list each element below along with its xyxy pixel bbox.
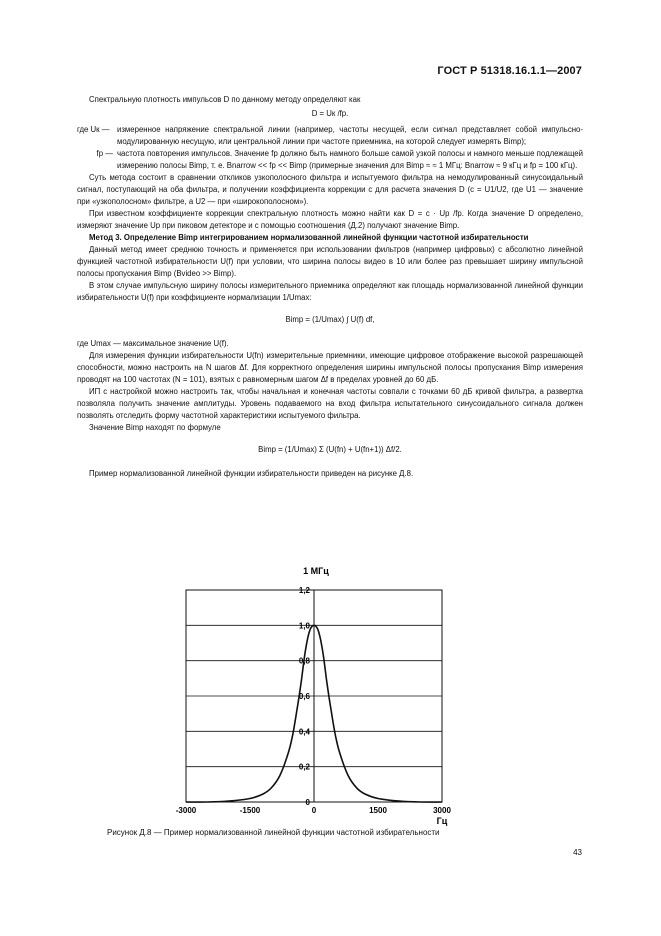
x-tick-label: -1500 [239, 806, 261, 815]
y-tick-labels [299, 586, 311, 807]
selectivity-chart [150, 560, 510, 830]
figure-caption: Рисунок Д.8 — Пример нормализованной линейной функции частотной избирательности [107, 828, 440, 837]
y-tick-label: 1,2 [298, 586, 310, 595]
x-tick-label: 3000 [433, 806, 451, 815]
y-tick-label: 0,8 [298, 656, 310, 666]
x-tick-labels [176, 806, 452, 815]
x-tick-label: 0 [311, 806, 317, 815]
y-tick-label: 0,6 [298, 692, 310, 701]
body-text [77, 94, 583, 480]
paragraph: Суть метода состоит в сравнении откликов узкополосного фильтра и испытуемого фильтра на немодулированный синусоидальный сигнал, поступающий на оба фильтра, и получении коэффициента коррекции c для расчета значения D (c = U1/U2, где U1 — значение при «узкополосном» фильтре, а U2 — при «широкополосном»). [77, 173, 583, 206]
paragraph: В этом случае импульсную ширину полосы измерительного приемника определяют как площадь нормализованной линейной функции избирательности U(f) при коэффициенте нормализации 1/Umax: [77, 281, 583, 302]
paragraph: Для измерения функции избирательности U(fn) измерительные приемники, имеющие цифровое отображение высокой разрешающей способности, можно настроить на N шагов Δf. Для корректного определения ширины импульсной полосы пропускания Bimp измерения проводят на 100 частотах (N = 101), взятых с равномерным шагом Δf в пределах уровней до 60 дБ. [77, 351, 583, 384]
formula: D = Uк /fр. [311, 109, 349, 118]
definition-text: измеренное напряжение спектральной линии (например, частоты несущей, если сигнал представляет собой импульсно-модулированную несущую, или центральной линии при частоте приемника, на которой следует измерять Bimp); [117, 125, 583, 146]
document-id: ГОСТ Р 51318.16.1.1—2007 [437, 65, 582, 77]
paragraph: Значение Bimp находят по формуле [89, 423, 221, 432]
definition [77, 124, 583, 148]
formula: Bimp = (1/Umax) ∫ U(f) df, [285, 315, 375, 324]
y-tick-label: 0 [305, 798, 310, 807]
chart-title: 1 МГц [303, 566, 329, 576]
x-tick-label: -3000 [175, 806, 197, 815]
paragraph: При известном коэффициенте коррекции спектральную плотность можно найти как D = c · Uр /fр. Когда значение D определено, измеряют значение Uр при пиковом детекторе и с помощью соотношения (Д.2) получают значение Bimp. [77, 209, 583, 230]
definition-term: fр — [96, 149, 113, 158]
method-heading: Метод 3. Определение Bimp интегрированием нормализованной линейной функции частотной избирательности [89, 233, 529, 242]
paragraph: ИП с настройкой можно настроить так, чтобы начальная и конечная частоты совпали с точками 60 дБ кривой фильтра, а развертка позволяла получить значение амплитуды. Уровень подаваемого на вход фильтра испытательного синусоидального сигнала должен позволять отследить форму частотной характеристики испытуемого фильтра. [77, 387, 583, 420]
definition-text: частота повторения импульсов. Значение fр должно быть намного больше самой узкой полосы и намного меньше подлежащей измерению полосы Bimp, т. е. Bnarrow << fр << Bimp (примерные значения для Bimp ≈ ≈ 1 МГц: Bnarrow ≈ 9 кГц и fр = 100 кГц). [117, 149, 583, 170]
page-number: 43 [573, 848, 582, 857]
y-tick-label: 1,0 [298, 621, 310, 631]
y-tick-label: 0,4 [298, 727, 310, 737]
definition [77, 148, 583, 172]
paragraph: Данный метод имеет среднюю точность и применяется при использовании фильтров (например цифровых) с абсолютно линейной функцией частотной избирательности U(f) при условии, что ширина полосы видео в 10 или более раз превышает ширину импульсной полосы пропускания Bimp (Bvideo >> Bimp). [77, 245, 583, 278]
paragraph: где Umax — максимальное значение U(f). [77, 339, 229, 348]
definition-term: где Uк — [77, 125, 110, 134]
x-axis-label: Гц [436, 816, 448, 826]
paragraph: Пример нормализованной линейной функции избирательности приведен на рисунке Д.8. [89, 469, 414, 478]
paragraph: Спектральную плотность импульсов D по данному методу определяют как [89, 95, 361, 104]
formula: Bimp = (1/Umax) Σ (U(fn) + U(fn+1)) Δf/2. [258, 445, 402, 454]
y-tick-label: 0,2 [298, 762, 310, 772]
x-tick-label: 1500 [369, 806, 387, 815]
